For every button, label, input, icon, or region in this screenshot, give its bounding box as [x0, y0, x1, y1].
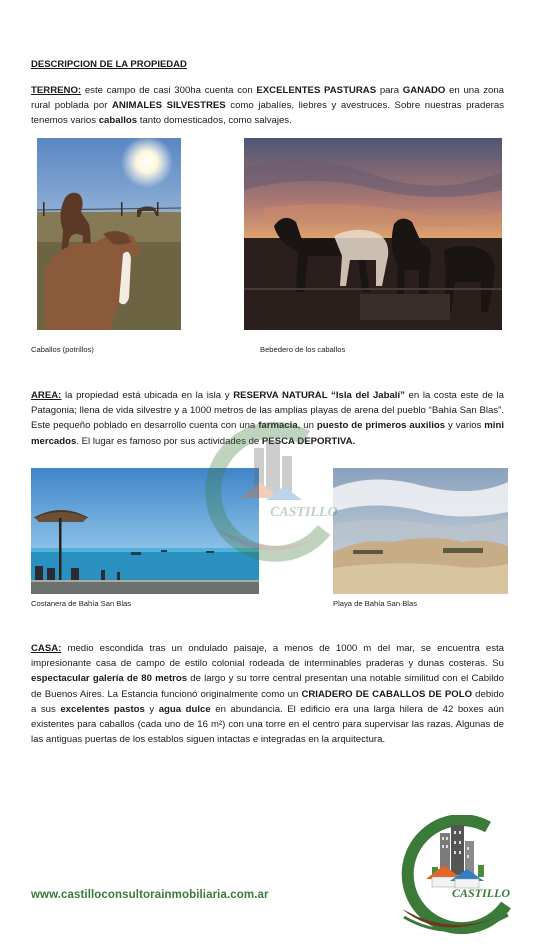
casa-text: medio escondida tras un ondulado paisaje, a menos de 1000 m del mar, se encuentra esta impresionante casa de campo de estilo colonial rodeada de interminables praderas y dunas costeras. Su	[31, 643, 504, 670]
area-bold: mini mercados	[31, 420, 505, 447]
area-text: y varios	[445, 420, 485, 432]
castillo-logo	[392, 815, 522, 935]
terreno-label: TERRENO:	[31, 85, 82, 96]
terreno-text: para	[376, 85, 403, 96]
water-trough-photo	[244, 138, 502, 330]
watermark-logo-text: CASTILLO	[270, 505, 338, 520]
terreno-text: en una zona rural poblada por	[31, 85, 504, 112]
beach-photo	[333, 468, 508, 594]
terreno-bold: GANADO	[402, 85, 446, 96]
casa-text: y	[144, 703, 159, 715]
casa-bold: espectacular galería de 80 metros	[31, 673, 188, 685]
logo-text: CASTILLO	[452, 886, 511, 900]
casa-bold: agua dulce	[158, 703, 211, 715]
caption-waterfront: Costanera de Bahía San Blas	[31, 599, 132, 608]
area-label: AREA:	[31, 390, 62, 401]
terreno-text: tanto domesticados, como salvajes.	[137, 115, 292, 127]
foals-photo	[37, 138, 181, 330]
terreno-bold: EXCELENTES PASTURAS	[256, 85, 377, 96]
terreno-bold: ANIMALES SILVESTRES	[111, 100, 226, 112]
area-text: la propiedad está ubicada en la isla y	[61, 390, 234, 401]
watermark-logo	[196, 418, 346, 568]
area-bold: RESERVA NATURAL “Isla del Jabalí”	[233, 390, 405, 401]
casa-paragraph	[31, 641, 504, 747]
area-text: , un	[297, 420, 317, 432]
terreno-text: este campo de casi 300ha cuenta con	[81, 85, 257, 96]
terreno-bold: caballos	[98, 115, 138, 127]
casa-text: debido a sus	[31, 688, 504, 715]
terreno-paragraph	[31, 83, 504, 129]
website-url[interactable]: www.castilloconsultorainmobiliaria.com.ar	[31, 889, 269, 901]
area-bold: farmacia	[258, 420, 298, 432]
area-bold: PESCA DEPORTIVA.	[261, 435, 356, 447]
terreno-text: como jabalíes, liebres y avestruces. Sobre nuestras praderas tenemos varios	[31, 100, 504, 127]
area-bold: puesto de primeros auxilios	[316, 420, 446, 432]
casa-label: CASA:	[31, 643, 62, 654]
caption-foals: Caballos (potrillos)	[31, 345, 94, 354]
area-text: en la costa este de la Patagonia; llena de vida silvestre y a 1000 metros de las amplias playas de arena del pueblo “Bahía San Blas”. Este pequeño poblado en desarrollo cuenta con una	[31, 390, 504, 432]
caption-beach: Playa de Bahía San Blas	[333, 599, 418, 608]
casa-text: en abundancia. El edificio era una larga hilera de 42 boxes aún existentes para caballos (cada uno de 16 m²) con una torre en el centro para supervisar las razas. Algunas de las antiguas puertas de los establos siguen intactas e integradas en la arquitectura.	[31, 703, 504, 746]
caption-water-trough: Bebedero de los caballos	[260, 345, 346, 354]
area-text: . El lugar es famoso por sus actividades de	[76, 435, 262, 447]
casa-bold: CRIADERO DE CABALLOS DE POLO	[301, 688, 473, 700]
casa-bold: excelentes pastos	[60, 703, 145, 715]
section-heading: DESCRIPCION DE LA PROPIEDAD	[31, 59, 187, 70]
casa-text: de largo y su torre central presentan una notable similitud con el Cabildo de Buenos Aires. La Estancia funcionó originalmente como un	[31, 673, 504, 700]
